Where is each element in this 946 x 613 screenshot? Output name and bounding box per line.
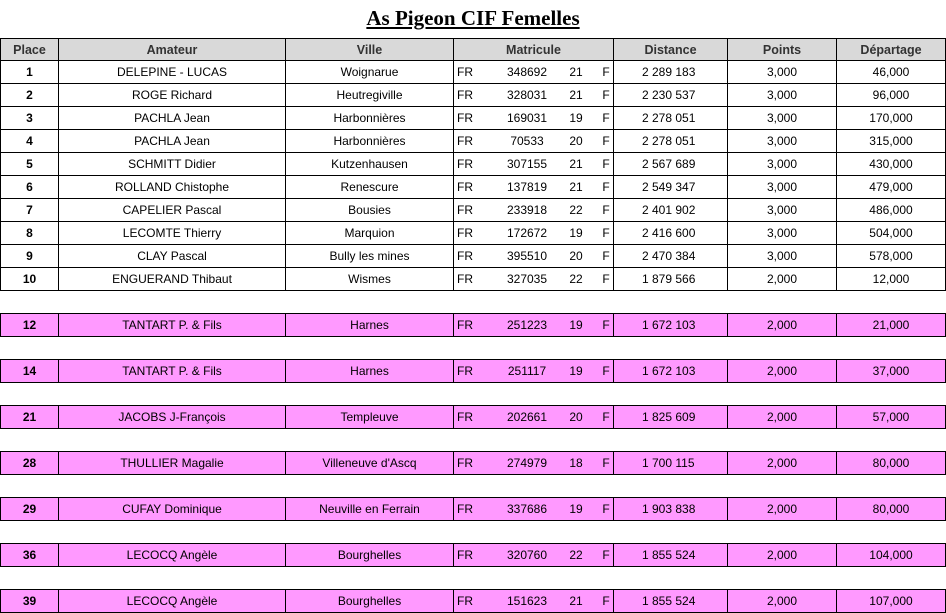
ville-cell: Kutzenhausen [286, 153, 454, 176]
ville-cell: Harbonnières [286, 107, 454, 130]
spacer-cell [1, 475, 946, 498]
matricule-sex: F [602, 548, 610, 562]
amateur-cell: SCHMITT Didier [59, 153, 286, 176]
spacer-row [1, 475, 946, 498]
departage-cell: 578,000 [837, 245, 946, 268]
matricule-country: FR [457, 272, 473, 286]
matricule-sex: F [602, 594, 610, 608]
matricule-cell [454, 176, 614, 199]
distance-cell: 1 700 115 [614, 452, 728, 475]
matricule-cell [454, 268, 614, 291]
ville-cell: Woignarue [286, 61, 454, 84]
spacer-cell [1, 337, 946, 360]
matricule-country: FR [457, 203, 473, 217]
matricule-year: 21 [569, 157, 583, 171]
matricule-sex: F [602, 180, 610, 194]
ville-cell: Renescure [286, 176, 454, 199]
matricule-cell [454, 107, 614, 130]
amateur-cell: TANTART P. & Fils [59, 360, 286, 383]
departage-cell: 479,000 [837, 176, 946, 199]
table-row [1, 406, 946, 429]
ville-cell: Harnes [286, 360, 454, 383]
departage-cell: 12,000 [837, 268, 946, 291]
amateur-cell: CUFAY Dominique [59, 498, 286, 521]
ville-cell: Templeuve [286, 406, 454, 429]
distance-cell: 2 567 689 [614, 153, 728, 176]
points-cell: 3,000 [728, 61, 837, 84]
matricule-country: FR [457, 502, 473, 516]
matricule-year: 20 [569, 410, 583, 424]
col-header-distance: Distance [614, 39, 728, 61]
points-cell: 2,000 [728, 406, 837, 429]
matricule-number: 327035 [506, 272, 548, 286]
table-row [1, 84, 946, 107]
matricule-country: FR [457, 594, 473, 608]
matricule-cell [454, 544, 614, 567]
table-row [1, 590, 946, 613]
place-cell: 5 [1, 153, 59, 176]
place-cell: 21 [1, 406, 59, 429]
points-cell: 3,000 [728, 199, 837, 222]
table-body [1, 61, 946, 613]
matricule-number: 307155 [506, 157, 548, 171]
table-row [1, 199, 946, 222]
matricule-country: FR [457, 456, 473, 470]
matricule-year: 19 [569, 226, 583, 240]
place-cell: 28 [1, 452, 59, 475]
matricule-country: FR [457, 157, 473, 171]
place-cell: 6 [1, 176, 59, 199]
table-row [1, 268, 946, 291]
ville-cell: Heutregiville [286, 84, 454, 107]
matricule-sex: F [602, 134, 610, 148]
table-row [1, 107, 946, 130]
place-cell: 14 [1, 360, 59, 383]
spacer-cell [1, 291, 946, 314]
matricule-sex: F [602, 502, 610, 516]
ville-cell: Harbonnières [286, 130, 454, 153]
points-cell: 2,000 [728, 360, 837, 383]
distance-cell: 1 672 103 [614, 360, 728, 383]
distance-cell: 1 825 609 [614, 406, 728, 429]
ville-cell: Bourghelles [286, 544, 454, 567]
ville-cell: Bully les mines [286, 245, 454, 268]
points-cell: 3,000 [728, 222, 837, 245]
matricule-year: 22 [569, 203, 583, 217]
col-header-matricule: Matricule [454, 39, 614, 61]
place-cell: 4 [1, 130, 59, 153]
place-cell: 1 [1, 61, 59, 84]
place-cell: 9 [1, 245, 59, 268]
amateur-cell: ROLLAND Chistophe [59, 176, 286, 199]
table-row [1, 153, 946, 176]
points-cell: 2,000 [728, 268, 837, 291]
departage-cell: 46,000 [837, 61, 946, 84]
title-text: As Pigeon CIF Femelles [366, 6, 580, 30]
points-cell: 3,000 [728, 107, 837, 130]
matricule-country: FR [457, 364, 473, 378]
table-row [1, 544, 946, 567]
matricule-number: 320760 [506, 548, 548, 562]
departage-cell: 170,000 [837, 107, 946, 130]
matricule-year: 18 [569, 456, 583, 470]
matricule-sex: F [602, 249, 610, 263]
departage-cell: 80,000 [837, 498, 946, 521]
matricule-number: 151623 [506, 594, 548, 608]
matricule-sex: F [602, 203, 610, 217]
amateur-cell: LECOCQ Angèle [59, 544, 286, 567]
points-cell: 2,000 [728, 544, 837, 567]
matricule-number: 274979 [506, 456, 548, 470]
departage-cell: 486,000 [837, 199, 946, 222]
points-cell: 2,000 [728, 590, 837, 613]
amateur-cell: LECOCQ Angèle [59, 590, 286, 613]
amateur-cell: JACOBS J-François [59, 406, 286, 429]
distance-cell: 2 278 051 [614, 107, 728, 130]
place-cell: 2 [1, 84, 59, 107]
points-cell: 2,000 [728, 452, 837, 475]
matricule-number: 251223 [506, 318, 548, 332]
matricule-number: 348692 [506, 65, 548, 79]
table-row [1, 130, 946, 153]
amateur-cell: PACHLA Jean [59, 107, 286, 130]
matricule-cell [454, 61, 614, 84]
matricule-number: 169031 [506, 111, 548, 125]
amateur-cell: LECOMTE Thierry [59, 222, 286, 245]
matricule-sex: F [602, 364, 610, 378]
distance-cell: 1 903 838 [614, 498, 728, 521]
col-header-ville: Ville [286, 39, 454, 61]
matricule-cell [454, 314, 614, 337]
spacer-row [1, 291, 946, 314]
distance-cell: 1 855 524 [614, 544, 728, 567]
matricule-cell [454, 360, 614, 383]
page-title [0, 6, 946, 31]
matricule-year: 19 [569, 318, 583, 332]
matricule-country: FR [457, 226, 473, 240]
place-cell: 8 [1, 222, 59, 245]
matricule-year: 19 [569, 111, 583, 125]
matricule-country: FR [457, 410, 473, 424]
matricule-sex: F [602, 88, 610, 102]
matricule-year: 21 [569, 594, 583, 608]
table-row [1, 314, 946, 337]
spacer-row [1, 337, 946, 360]
matricule-sex: F [602, 456, 610, 470]
matricule-sex: F [602, 410, 610, 424]
amateur-cell: CLAY Pascal [59, 245, 286, 268]
departage-cell: 80,000 [837, 452, 946, 475]
matricule-number: 202661 [506, 410, 548, 424]
distance-cell: 2 470 384 [614, 245, 728, 268]
departage-cell: 104,000 [837, 544, 946, 567]
matricule-cell [454, 130, 614, 153]
distance-cell: 1 672 103 [614, 314, 728, 337]
distance-cell: 2 401 902 [614, 199, 728, 222]
place-cell: 7 [1, 199, 59, 222]
matricule-year: 21 [569, 180, 583, 194]
matricule-number: 137819 [506, 180, 548, 194]
departage-cell: 430,000 [837, 153, 946, 176]
distance-cell: 2 549 347 [614, 176, 728, 199]
matricule-country: FR [457, 111, 473, 125]
spacer-cell [1, 521, 946, 544]
points-cell: 2,000 [728, 314, 837, 337]
header-row [1, 39, 946, 61]
matricule-country: FR [457, 134, 473, 148]
matricule-year: 20 [569, 249, 583, 263]
matricule-cell [454, 406, 614, 429]
matricule-year: 19 [569, 364, 583, 378]
matricule-number: 337686 [506, 502, 548, 516]
departage-cell: 315,000 [837, 130, 946, 153]
table-row [1, 222, 946, 245]
table-row [1, 452, 946, 475]
matricule-country: FR [457, 548, 473, 562]
distance-cell: 1 855 524 [614, 590, 728, 613]
matricule-cell [454, 498, 614, 521]
departage-cell: 107,000 [837, 590, 946, 613]
ville-cell: Marquion [286, 222, 454, 245]
matricule-country: FR [457, 249, 473, 263]
place-cell: 29 [1, 498, 59, 521]
matricule-cell [454, 245, 614, 268]
matricule-country: FR [457, 88, 473, 102]
place-cell: 12 [1, 314, 59, 337]
ville-cell: Harnes [286, 314, 454, 337]
distance-cell: 2 289 183 [614, 61, 728, 84]
ville-cell: Villeneuve d'Ascq [286, 452, 454, 475]
matricule-cell [454, 452, 614, 475]
matricule-number: 172672 [506, 226, 548, 240]
departage-cell: 37,000 [837, 360, 946, 383]
matricule-cell [454, 153, 614, 176]
matricule-year: 19 [569, 502, 583, 516]
col-header-points: Points [728, 39, 837, 61]
col-header-place: Place [1, 39, 59, 61]
amateur-cell: ROGE Richard [59, 84, 286, 107]
points-cell: 2,000 [728, 498, 837, 521]
amateur-cell: THULLIER Magalie [59, 452, 286, 475]
points-cell: 3,000 [728, 153, 837, 176]
matricule-country: FR [457, 180, 473, 194]
spacer-cell [1, 429, 946, 452]
col-header-departage: Départage [837, 39, 946, 61]
matricule-cell [454, 590, 614, 613]
points-cell: 3,000 [728, 176, 837, 199]
table-row [1, 360, 946, 383]
spacer-row [1, 383, 946, 406]
amateur-cell: TANTART P. & Fils [59, 314, 286, 337]
matricule-sex: F [602, 111, 610, 125]
distance-cell: 1 879 566 [614, 268, 728, 291]
ville-cell: Bourghelles [286, 590, 454, 613]
matricule-number: 251117 [507, 364, 547, 378]
points-cell: 3,000 [728, 130, 837, 153]
points-cell: 3,000 [728, 84, 837, 107]
matricule-year: 22 [569, 548, 583, 562]
place-cell: 39 [1, 590, 59, 613]
spacer-row [1, 567, 946, 590]
matricule-number: 328031 [506, 88, 548, 102]
results-table [0, 38, 946, 613]
departage-cell: 57,000 [837, 406, 946, 429]
matricule-number: 395510 [506, 249, 548, 263]
matricule-sex: F [602, 272, 610, 286]
table-row [1, 61, 946, 84]
ville-cell: Wismes [286, 268, 454, 291]
table-row [1, 498, 946, 521]
matricule-sex: F [602, 318, 610, 332]
place-cell: 3 [1, 107, 59, 130]
distance-cell: 2 230 537 [614, 84, 728, 107]
spacer-row [1, 521, 946, 544]
matricule-cell [454, 199, 614, 222]
amateur-cell: PACHLA Jean [59, 130, 286, 153]
spacer-row [1, 429, 946, 452]
points-cell: 3,000 [728, 245, 837, 268]
matricule-number: 70533 [510, 134, 544, 148]
table-row [1, 176, 946, 199]
matricule-cell [454, 84, 614, 107]
amateur-cell: CAPELIER Pascal [59, 199, 286, 222]
spacer-cell [1, 567, 946, 590]
matricule-cell [454, 222, 614, 245]
distance-cell: 2 278 051 [614, 130, 728, 153]
departage-cell: 21,000 [837, 314, 946, 337]
place-cell: 36 [1, 544, 59, 567]
matricule-year: 21 [569, 88, 583, 102]
ville-cell: Neuville en Ferrain [286, 498, 454, 521]
matricule-sex: F [602, 157, 610, 171]
matricule-number: 233918 [506, 203, 548, 217]
matricule-year: 22 [569, 272, 583, 286]
matricule-year: 20 [569, 134, 583, 148]
matricule-sex: F [602, 65, 610, 79]
departage-cell: 504,000 [837, 222, 946, 245]
distance-cell: 2 416 600 [614, 222, 728, 245]
amateur-cell: ENGUERAND Thibaut [59, 268, 286, 291]
matricule-sex: F [602, 226, 610, 240]
spacer-cell [1, 383, 946, 406]
ville-cell: Bousies [286, 199, 454, 222]
place-cell: 10 [1, 268, 59, 291]
matricule-country: FR [457, 65, 473, 79]
matricule-year: 21 [569, 65, 583, 79]
departage-cell: 96,000 [837, 84, 946, 107]
matricule-country: FR [457, 318, 473, 332]
amateur-cell: DELEPINE - LUCAS [59, 61, 286, 84]
col-header-amateur: Amateur [59, 39, 286, 61]
table-row [1, 245, 946, 268]
